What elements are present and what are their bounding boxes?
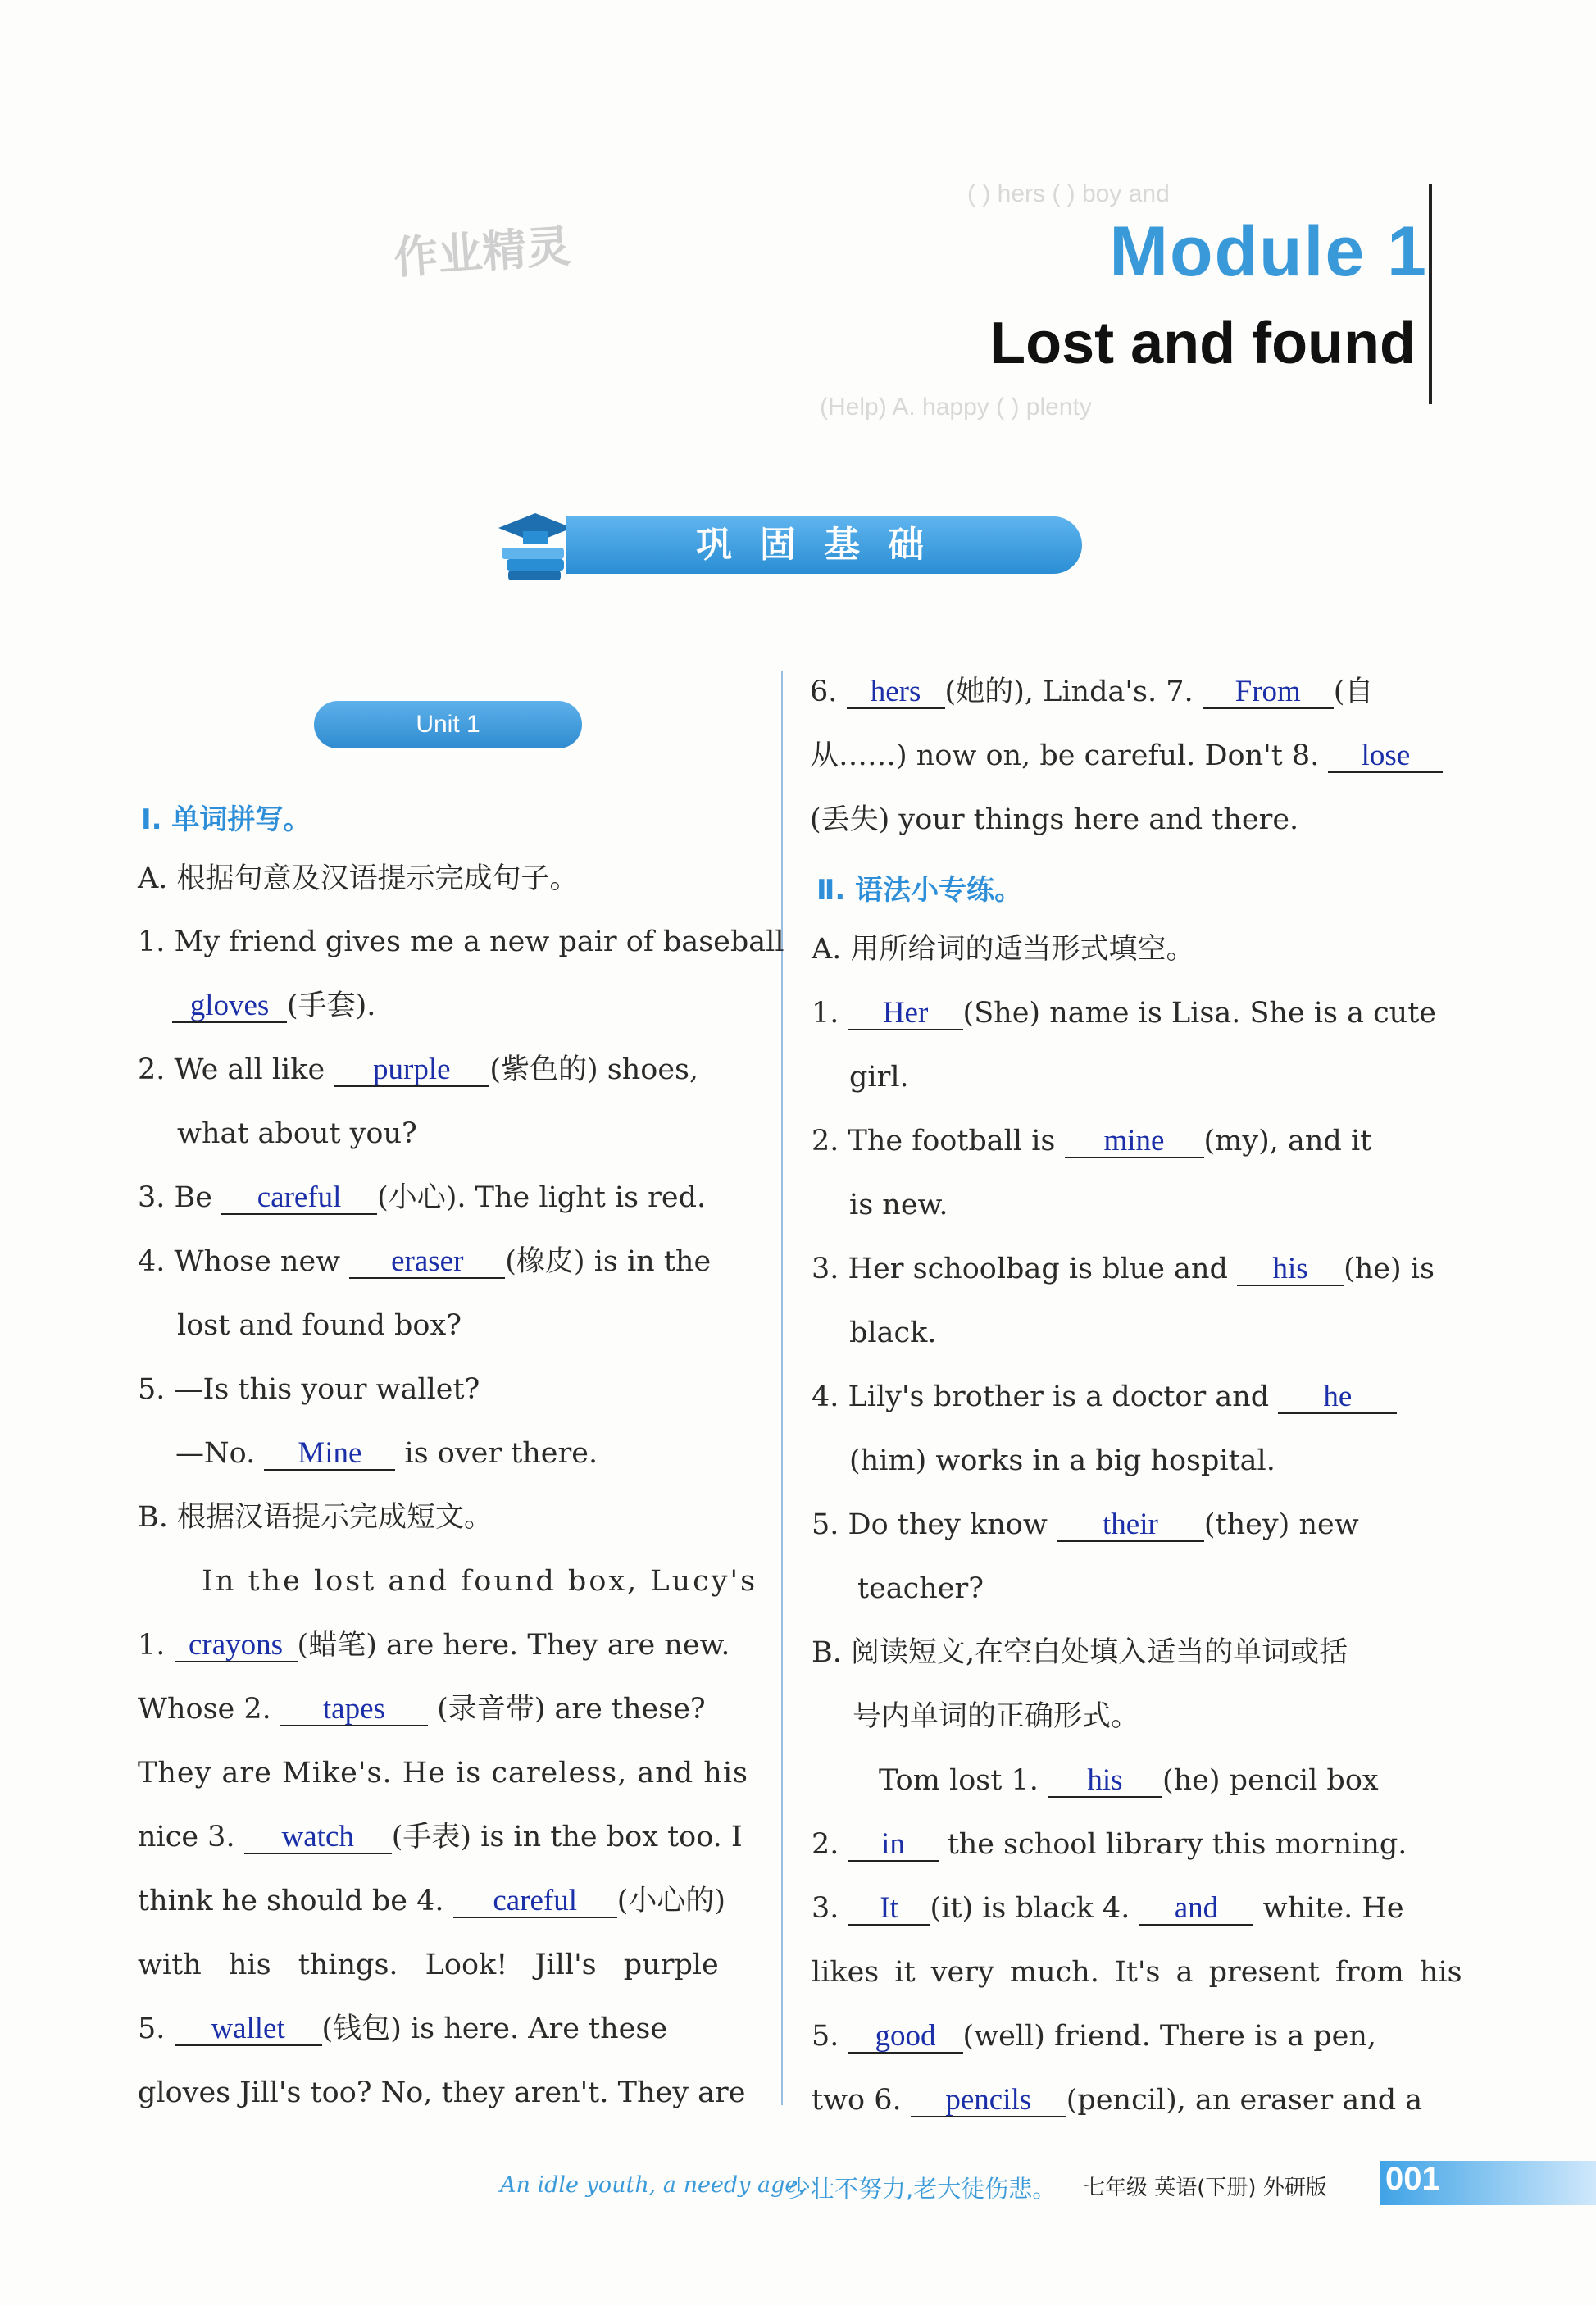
watermark-logo: 作业精灵 bbox=[392, 220, 573, 284]
passage-line bbox=[138, 1691, 706, 1727]
question-text: 4. Lily's brother is a doctor and bbox=[812, 1380, 1270, 1413]
question-text: 从……) now on, be careful. Don't 8. bbox=[810, 739, 1320, 772]
answer-blank[interactable]: he bbox=[1278, 1381, 1397, 1414]
answer-blank[interactable]: From bbox=[1203, 676, 1334, 709]
passage-line: gloves Jill's too? No, they aren't. They are bbox=[138, 2076, 746, 2109]
answer-blank[interactable]: their bbox=[1057, 1509, 1204, 1542]
question-text: Whose 2. bbox=[138, 1693, 271, 1726]
question-text: (it) is black 4. bbox=[930, 1892, 1130, 1925]
question-text: 6. bbox=[810, 675, 838, 708]
footer-book-info: 七年级 英语(下册) 外研版 bbox=[1084, 2176, 1327, 2200]
question-text: nice 3. bbox=[138, 1821, 235, 1853]
question-text: 2. We all like bbox=[138, 1053, 325, 1086]
answer-blank[interactable]: Mine bbox=[264, 1438, 395, 1471]
passage-line bbox=[812, 1826, 1407, 1863]
question-4-text: lost and found box? bbox=[177, 1309, 462, 1342]
part-b-instruction: B. 阅读短文,在空白处填入适当的单词或括 bbox=[812, 1636, 1348, 1669]
question-text: 2. bbox=[812, 1828, 839, 1861]
unit-label: Unit 1 bbox=[314, 701, 582, 748]
question-5-line bbox=[175, 1435, 598, 1471]
question-text: (he) is bbox=[1344, 1253, 1435, 1285]
answer-blank[interactable]: pencils bbox=[911, 2085, 1066, 2117]
question-text: 4. Whose new bbox=[138, 1245, 341, 1278]
answer-blank[interactable]: careful bbox=[221, 1182, 377, 1215]
question-text: (She) name is Lisa. She is a cute bbox=[962, 997, 1436, 1030]
passage-line bbox=[810, 674, 1373, 710]
question-2-line bbox=[138, 1052, 698, 1088]
answer-blank[interactable]: and bbox=[1139, 1893, 1253, 1926]
question-2-text: what about you? bbox=[177, 1117, 417, 1150]
part-a-instruction: A. 根据句意及汉语提示完成句子。 bbox=[138, 862, 579, 895]
question-5-line bbox=[812, 1507, 1359, 1543]
question-text: 3. Be bbox=[138, 1181, 212, 1214]
question-3-line bbox=[812, 1251, 1435, 1287]
question-text: two 6. bbox=[812, 2084, 902, 2117]
module-subtitle: Lost and found bbox=[989, 311, 1416, 376]
question-2-text: is new. bbox=[849, 1189, 948, 1221]
question-text: is over there. bbox=[404, 1437, 598, 1470]
question-4-line bbox=[138, 1244, 711, 1280]
question-text: think he should be 4. bbox=[138, 1885, 444, 1917]
answer-blank[interactable]: crayons bbox=[175, 1630, 298, 1662]
part-a-instruction: A. 用所给词的适当形式填空。 bbox=[812, 933, 1195, 966]
passage-line bbox=[810, 738, 1443, 774]
bleed-through-text: (Help) A. happy ( ) plenty bbox=[820, 393, 1092, 421]
question-1-line bbox=[172, 988, 375, 1024]
question-text: 1. bbox=[138, 1629, 166, 1662]
section-heading-grammar: Ⅱ. 语法小专练。 bbox=[816, 874, 1023, 907]
passage-line bbox=[812, 2082, 1422, 2118]
passage-line: with his things. Look! Jill's purple bbox=[138, 1949, 719, 1981]
answer-blank[interactable]: wallet bbox=[175, 2013, 322, 2046]
answer-blank[interactable]: in bbox=[848, 1829, 939, 1862]
question-4-text: (him) works in a big hospital. bbox=[849, 1444, 1275, 1477]
question-5-text: teacher? bbox=[857, 1572, 984, 1605]
question-text: —No. bbox=[175, 1437, 256, 1470]
question-text: (well) friend. There is a pen, bbox=[962, 2020, 1377, 2053]
title-divider bbox=[1429, 184, 1432, 404]
question-text: (紫色的) shoes, bbox=[489, 1053, 699, 1086]
question-text: (录音带) are these? bbox=[437, 1693, 706, 1726]
question-text: (小心的) bbox=[616, 1885, 725, 1917]
module-title: Module 1 bbox=[1109, 212, 1428, 291]
question-text: 3. Her schoolbag is blue and bbox=[812, 1253, 1228, 1285]
footer-chinese-proverb: 少壮不努力,老大徒伤悲。 bbox=[787, 2175, 1057, 2203]
answer-blank[interactable]: hers bbox=[847, 676, 945, 709]
answer-blank[interactable]: good bbox=[848, 2021, 963, 2054]
question-text: (蜡笔) are here. They are new. bbox=[297, 1629, 730, 1662]
answer-blank[interactable]: purple bbox=[334, 1054, 489, 1087]
question-text: 1. bbox=[812, 997, 839, 1030]
answer-blank[interactable]: watch bbox=[244, 1822, 392, 1854]
answer-blank[interactable]: Her bbox=[848, 998, 963, 1030]
question-text: (橡皮) is in the bbox=[505, 1245, 712, 1278]
question-text: 5. Do they know bbox=[812, 1508, 1048, 1541]
column-divider bbox=[781, 671, 783, 2105]
question-text: (pencil), an eraser and a bbox=[1066, 2084, 1423, 2117]
question-text: white. He bbox=[1262, 1892, 1404, 1925]
question-text: (they) new bbox=[1203, 1508, 1359, 1541]
question-text: 5. bbox=[138, 2013, 166, 2045]
question-3-text: black. bbox=[849, 1317, 937, 1349]
question-text: (自 bbox=[1333, 675, 1374, 708]
answer-blank[interactable]: tapes bbox=[280, 1694, 428, 1726]
passage-line bbox=[138, 1883, 725, 1919]
answer-blank[interactable]: his bbox=[1237, 1253, 1344, 1286]
passage-line bbox=[812, 1890, 1404, 1926]
answer-blank[interactable]: gloves bbox=[172, 990, 287, 1023]
answer-blank[interactable]: lose bbox=[1328, 740, 1443, 773]
answer-blank[interactable]: mine bbox=[1065, 1126, 1204, 1158]
passage-line bbox=[138, 1819, 743, 1855]
passage-line: They are Mike's. He is careless, and his bbox=[138, 1757, 748, 1790]
page-number: 001 bbox=[1385, 2161, 1440, 2197]
section-banner: 巩固基础 bbox=[566, 516, 1082, 574]
question-4-line bbox=[812, 1379, 1397, 1415]
passage-line bbox=[879, 1762, 1379, 1799]
question-5-text: 5. —Is this your wallet? bbox=[138, 1373, 480, 1406]
question-1-text: girl. bbox=[849, 1061, 909, 1094]
question-text: (小心). The light is red. bbox=[377, 1181, 707, 1214]
bleed-through-text: ( ) hers ( ) boy and bbox=[967, 180, 1170, 207]
question-text: (he) pencil box bbox=[1162, 1764, 1379, 1797]
question-text: (手套). bbox=[287, 989, 376, 1022]
question-text: (my), and it bbox=[1203, 1125, 1372, 1158]
answer-blank[interactable]: his bbox=[1048, 1765, 1162, 1798]
question-text: (钱包) is here. Are these bbox=[321, 2013, 668, 2045]
passage-line bbox=[138, 2011, 667, 2047]
part-b-instruction: B. 根据汉语提示完成短文。 bbox=[138, 1501, 493, 1534]
passage-line bbox=[812, 2018, 1376, 2054]
passage-line: likes it very much. It's a present from his bbox=[812, 1956, 1462, 1989]
passage-line: In the lost and found box, Lucy's bbox=[202, 1565, 758, 1598]
passage-line: (丢失) your things here and there. bbox=[810, 803, 1299, 836]
question-text: (手表) is in the box too. I bbox=[391, 1821, 743, 1853]
question-text: Tom lost 1. bbox=[879, 1764, 1039, 1797]
question-text: 3. bbox=[812, 1892, 839, 1925]
question-text: 2. The football is bbox=[812, 1125, 1056, 1158]
question-text: (她的), Linda's. 7. bbox=[944, 675, 1194, 708]
question-text: the school library this morning. bbox=[947, 1828, 1407, 1861]
passage-line bbox=[138, 1627, 730, 1663]
footer-english-proverb: An idle youth, a needy age. bbox=[500, 2172, 805, 2198]
question-1-text: 1. My friend gives me a new pair of baseball bbox=[138, 926, 784, 958]
section-heading-spelling: Ⅰ. 单词拼写。 bbox=[141, 803, 311, 836]
answer-blank[interactable]: eraser bbox=[349, 1246, 505, 1279]
answer-blank[interactable]: It bbox=[848, 1893, 930, 1926]
question-text: 5. bbox=[812, 2020, 839, 2053]
question-3-line bbox=[138, 1180, 706, 1216]
answer-blank[interactable]: careful bbox=[453, 1885, 617, 1918]
question-2-line bbox=[812, 1123, 1371, 1159]
question-1-line bbox=[812, 995, 1436, 1031]
part-b-instruction: 号内单词的正确形式。 bbox=[853, 1700, 1140, 1733]
